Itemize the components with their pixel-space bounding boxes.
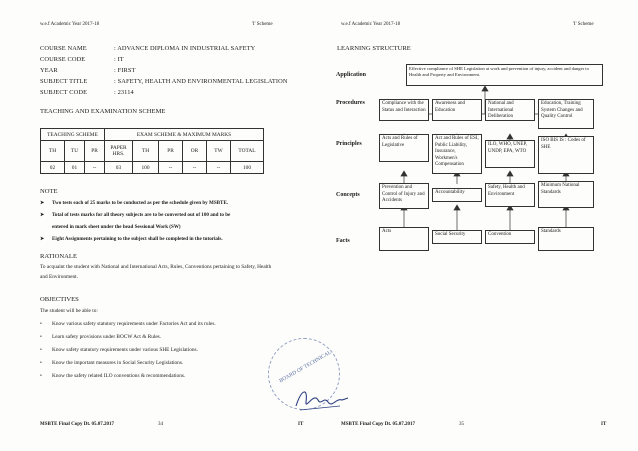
row-label-concepts: Concepts [336, 192, 360, 198]
bullet-icon: • [40, 334, 42, 340]
note-title: NOTE [40, 188, 58, 195]
procedure-box: Compliance with the Status and Interaction [379, 99, 429, 121]
right-footer-page: 35 [459, 422, 464, 427]
subject-code-line: SUBJECT CODE : 23114 [40, 89, 134, 96]
procedure-box: Awareness and Education [432, 99, 482, 121]
bullet-icon: • [40, 373, 42, 379]
row-label-procedures: Procedures [336, 100, 365, 106]
col-header: TW [207, 141, 231, 162]
right-footer-copy: MSBTE Final Copy Dt. 05.07.2017 [341, 422, 416, 427]
bullet-icon: • [40, 347, 42, 353]
teaching-scheme-title: TEACHING AND EXAMINATION SCHEME [40, 108, 166, 115]
course-name-line: COURSE NAME : ADVANCE DIPLOMA IN INDUSTRIAL SAFETY [40, 45, 256, 52]
row-label-application: Application [336, 72, 367, 78]
col-header: PR [159, 141, 183, 162]
objective-item: • Learn safety provisions under BOCW Act & Rules. [40, 334, 162, 340]
objective-item: • Know safety statutory requirements under various SHE Legislations. [40, 347, 198, 353]
fact-box: Social Security [432, 230, 482, 244]
table-cell: 01 [65, 162, 85, 174]
rationale-text: To acquaint the student with National and International Acts, Rules, Conventions pertaining to Safety, Health and Environment. [40, 264, 272, 280]
exam-scheme-header: EXAM SCHEME & MAXIMUM MARKS [105, 129, 264, 141]
right-page [319, 0, 638, 451]
table-cell: -- [85, 162, 105, 174]
table-cell: 100 [231, 162, 264, 174]
procedure-box: Education, Training System Changes and Quality Control [538, 99, 594, 129]
principle-box: Acts and Rules of Legislative [379, 134, 429, 162]
learning-structure-title: LEARNING STRUCTURE [337, 45, 411, 52]
principle-box: Act and Rules of ESI, Public Liability, Insurance, Workmen's Compensation [432, 134, 482, 174]
objectives-title: OBJECTIVES [40, 296, 79, 303]
note-item: ➤ Two tests each of 25 marks to be conducted as per the schedule given by MSBTE. [40, 200, 229, 206]
arrowhead [401, 171, 407, 176]
row-label-facts: Facts [336, 238, 350, 244]
table-cell: 03 [105, 162, 133, 174]
arrow-bullet-icon: ➤ [40, 212, 45, 218]
bullet-icon: • [40, 321, 42, 327]
concept-box: Minimum National Standards [538, 181, 594, 208]
concept-box: Accountability [432, 188, 482, 202]
row-label-principles: Principles [336, 141, 362, 147]
col-header: TOTAL [231, 141, 264, 162]
note-item-continued: entered in mark sheet under the head Sessional Work (SW) [52, 224, 181, 230]
arrow-bullet-icon: ➤ [40, 200, 45, 206]
right-header-scheme: 'I' Scheme [573, 22, 594, 27]
year-line: YEAR : FIRST [40, 67, 136, 74]
fact-box: Standards [538, 227, 594, 251]
arrowhead [507, 171, 513, 176]
col-header: PR [85, 141, 105, 162]
teaching-scheme-header: TEACHING SCHEME [41, 129, 105, 141]
objectives-intro: The student will be able to: [40, 308, 98, 314]
concept-box: Prevention and Control of Injury and Accidents [379, 183, 429, 209]
table-cell: 100 [133, 162, 159, 174]
procedure-box: National and International Deliberation [485, 99, 535, 121]
arrowhead [482, 86, 488, 91]
right-header-year: w.e.f Academic Year 2017-18 [341, 22, 401, 27]
table-cell: 02 [41, 162, 65, 174]
objective-item: • Know various safety statutory requirements under Factories Act and its rules. [40, 321, 216, 327]
application-box: Effective compliance of SHE Legislation at work and prevention of injury, accident and danger to Health and Property and Environment. [406, 64, 603, 86]
subject-title-line: SUBJECT TITLE : SAFETY, HEALTH AND ENVIRONMENTAL LEGISLATION [40, 78, 288, 85]
note-item: ➤ Total of tests marks for all theory subjects are to be converted out of 100 and to be [40, 212, 231, 218]
objective-item: • Know the important measures in Social Security Legislations. [40, 360, 184, 366]
left-header-year: w.e.f Academic Year 2017-18 [40, 22, 100, 27]
rationale-title: RATIONALE [40, 253, 77, 260]
principle-box: ISO BIS IS : Codes of SHE [538, 136, 594, 174]
col-header: PAPER HRS. [105, 141, 133, 162]
principle-box: ILO, WHO, UNEP, UNDP, EPA, WTO [485, 140, 535, 168]
teaching-exam-table [40, 128, 264, 174]
arrowhead [507, 134, 513, 139]
table-cell: -- [207, 162, 231, 174]
left-footer-copy: MSBTE Final Copy Dt. 05.07.2017 [40, 422, 115, 427]
left-header-scheme: 'I' Scheme [252, 22, 273, 27]
concept-box: Safety, Health and Environment [485, 183, 535, 207]
arrow-bullet-icon: ➤ [40, 236, 45, 242]
note-item: ➤ Eight Assignments pertaining to the subject shall be completed in the tutorials. [40, 236, 223, 242]
col-header: TH [41, 141, 65, 162]
right-footer-course: IT [601, 422, 607, 427]
objective-item: • Know the safety related ILO conventions & recommendations. [40, 373, 186, 379]
signature-icon [292, 384, 352, 414]
col-header: TU [65, 141, 85, 162]
left-footer-page: 34 [158, 422, 163, 427]
stamp-text: BOARD OF TECHNICAL [278, 349, 333, 385]
fact-box: Convention [485, 230, 535, 244]
fact-box: Acts [379, 227, 429, 251]
bullet-icon: • [40, 360, 42, 366]
arrowhead [454, 205, 460, 210]
course-code-line: COURSE CODE : IT [40, 56, 124, 63]
col-header: TH [133, 141, 159, 162]
table-cell: -- [159, 162, 183, 174]
table-cell: -- [183, 162, 207, 174]
left-footer-course: IT [298, 422, 304, 427]
col-header: OR [183, 141, 207, 162]
